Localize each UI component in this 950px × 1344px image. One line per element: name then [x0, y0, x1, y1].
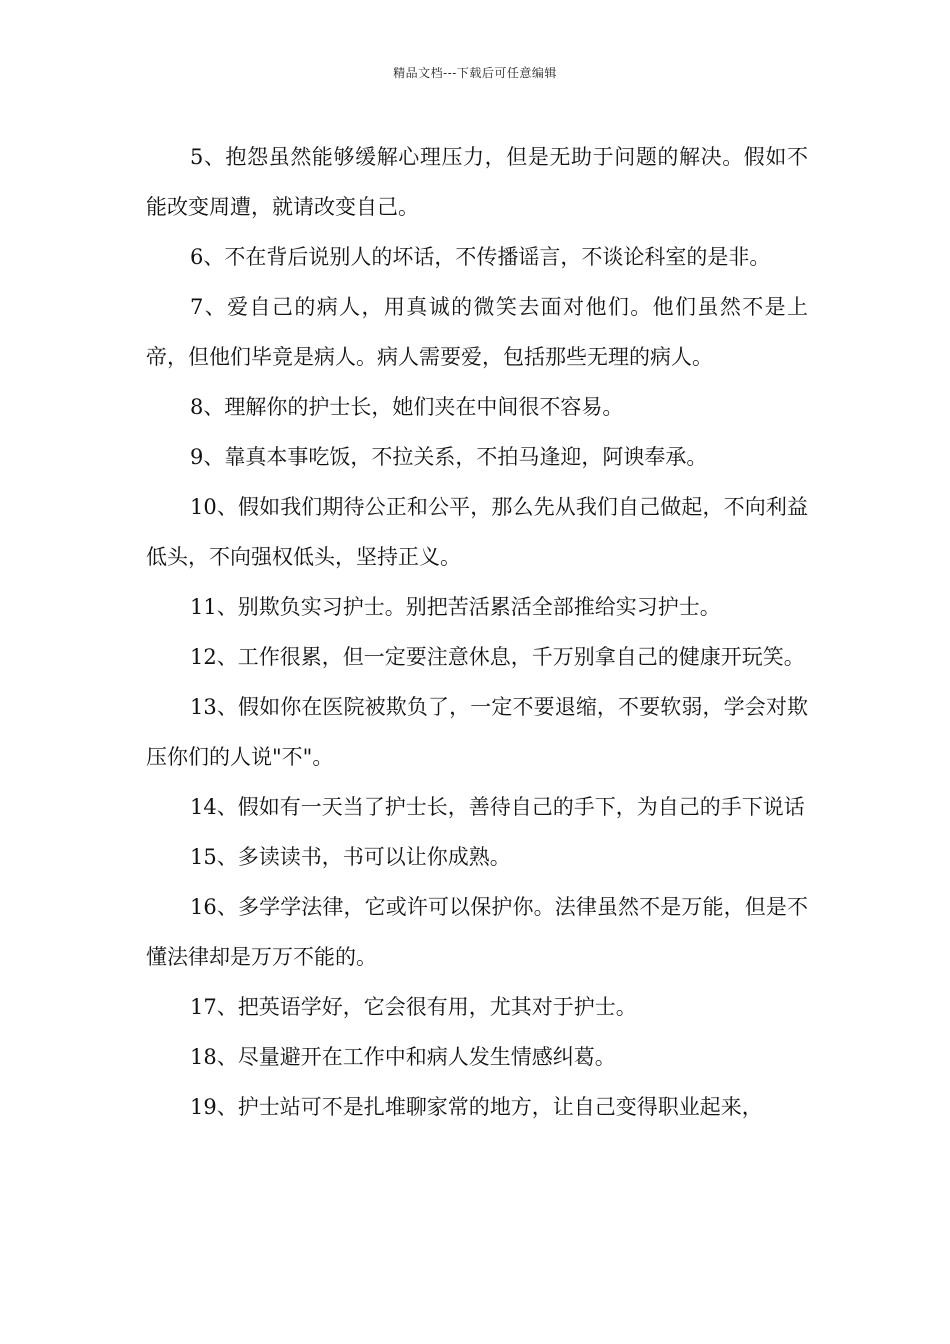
paragraph-17: 17、把英语学好，它会很有用，尤其对于护士。 — [190, 995, 637, 1019]
paragraph-10: 10、假如我们期待公正和公平，那么先从我们自己做起，不向利益低头，不向强权低头，坚持正义。 — [146, 495, 808, 569]
paragraph-5: 5、抱怨虽然能够缓解心理压力，但是无助于问题的解决。假如不能改变周遭，就请改变自己。 — [146, 145, 808, 219]
document-body — [146, 132, 808, 1132]
paragraph-9: 9、靠真本事吃饭，不拉关系，不拍马逢迎，阿谀奉承。 — [190, 445, 708, 469]
paragraph-11: 11、别欺负实习护士。别把苦活累活全部推给实习护士。 — [190, 595, 721, 619]
paragraph-12: 12、工作很累，但一定要注意休息，千万别拿自己的健康开玩笑。 — [190, 645, 805, 669]
page-header: 精品文档---下载后可任意编辑 — [393, 66, 557, 80]
paragraph-15: 15、多读读书，书可以让你成熟。 — [190, 845, 511, 869]
paragraph-18: 18、尽量避开在工作中和病人发生情感纠葛。 — [190, 1045, 616, 1069]
paragraph-13: 13、假如你在医院被欺负了，一定不要退缩，不要软弱，学会对欺压你们的人说"不"。 — [146, 695, 808, 769]
paragraph-14: 14、假如有一天当了护士长，善待自己的手下，为自己的手下说话 — [190, 795, 805, 819]
paragraph-8: 8、理解你的护士长，她们夹在中间很不容易。 — [190, 395, 624, 419]
paragraph-19: 19、护士站可不是扎堆聊家常的地方，让自己变得职业起来， — [190, 1095, 763, 1119]
paragraph-16: 16、多学学法律，它或许可以保护你。法律虽然不是万能，但是不懂法律却是万万不能的。 — [146, 895, 808, 969]
paragraph-7: 7、爱自己的病人，用真诚的微笑去面对他们。他们虽然不是上帝，但他们毕竟是病人。病人需要爱，包括那些无理的病人。 — [146, 295, 808, 369]
paragraph-6: 6、不在背后说别人的坏话，不传播谣言，不谈论科室的是非。 — [190, 245, 771, 269]
